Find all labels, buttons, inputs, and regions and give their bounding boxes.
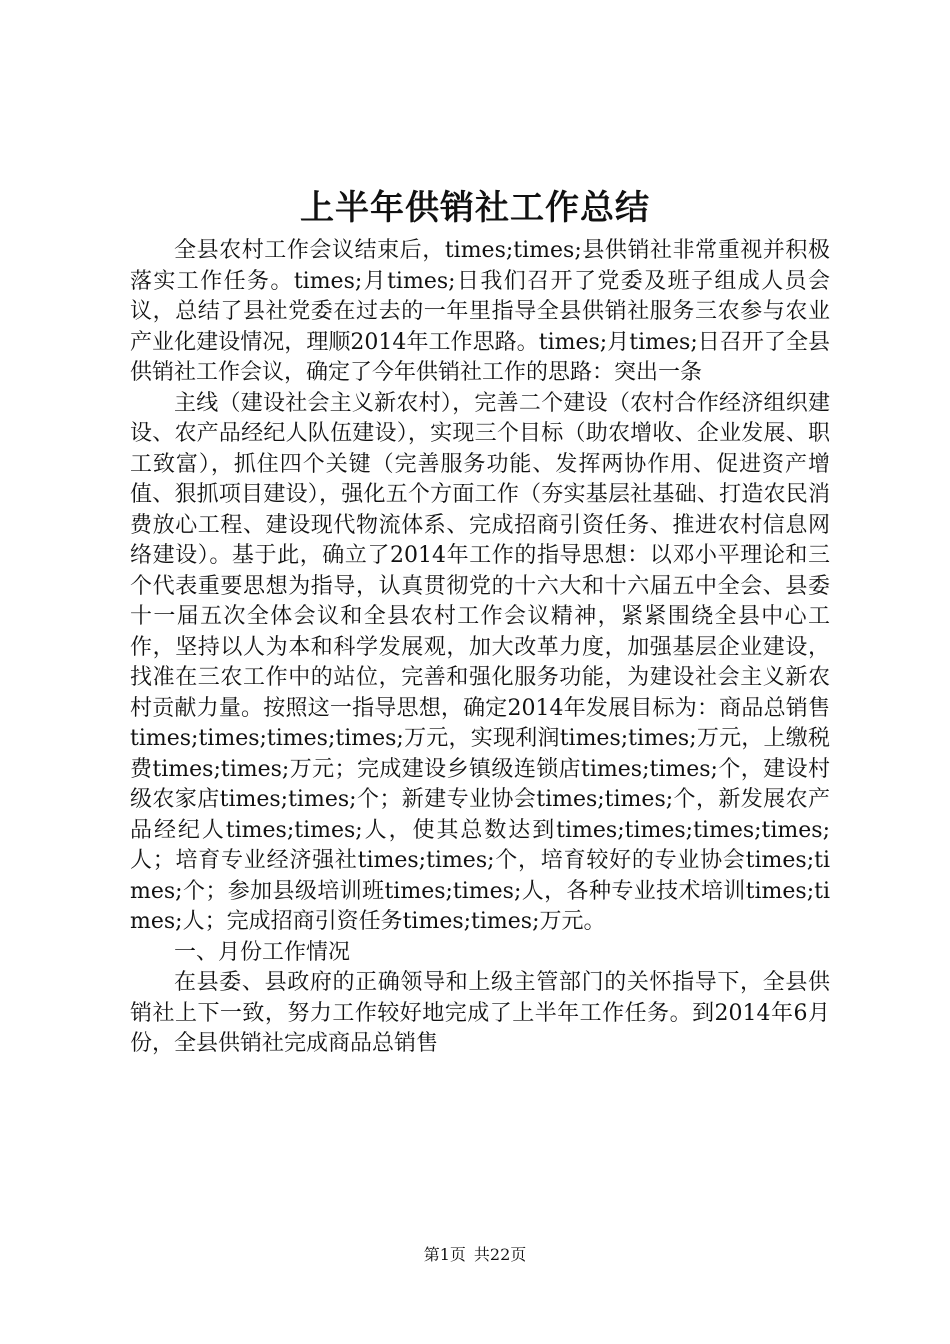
intro-paragraph: 全县农村工作会议结束后，times;times;县供销社非常重视并积极落实工作任务。times;月times;日我们召开了党委及班子组成人员会议，总结了县社党委在过去的一年里指导全县供销社服务三农参与农业产业化建设情况，理顺2014年工作思路。times;月times;日召开了全县供销社工作会议，确定了今年供销社工作的思路：突出一条	[130, 238, 830, 385]
page-total: 共22页	[473, 1245, 527, 1264]
section-heading: 一、月份工作情况	[174, 939, 351, 965]
guideline-paragraph: 主线（建设社会主义新农村），完善二个建设（农村合作经济组织建设、农产品经纪人队伍建设），实现三个目标（助农增收、企业发展、职工致富），抓住四个关键（完善服务功能、发挥两协作用、促进资产增值、狠抓项目建设），强化五个方面工作（夯实基层社基础、打造农民消费放心工程、建设现代物流体系、完成招商引资任务、推进农村信息网络建设）。基于此，确立了2014年工作的指导思想：以邓小平理论和三个代表重要思想为指导，认真贯彻党的十六大和十六届五中全会、县委十一届五次全体会议和全县农村工作会议精神，紧紧围绕全县中心工作，坚持以人为本和科学发展观，加大改革力度，加强基层企业建设，找准在三农工作中的站位，完善和强化服务功能，为建设社会主义新农村贡献力量。按照这一指导思想，确定2014年发展目标为：商品总销售times;times;times;times;万元，实现利润times;times;万元，上缴税费times;times;万元；完成建设乡镇级连锁店times;times;个，建设村级农家店times;times;个；新建专业协会times;times;个，新发展农产品经纪人times;times;人，使其总数达到times;times;times;times;人；培育专业经济强社times;times;个，培育较好的专业协会times;times;个；参加县级培训班times;times;人，各种专业技术培训times;times;人；完成招商引资任务times;times;万元。	[130, 390, 830, 934]
page-footer	[0, 1243, 950, 1267]
document-body	[130, 236, 830, 1060]
page-number: 第1页	[423, 1245, 466, 1264]
closing-paragraph: 在县委、县政府的正确领导和上级主管部门的关怀指导下，全县供销社上下一致，努力工作较好地完成了上半年工作任务。到2014年6月份，全县供销社完成商品总销售	[130, 970, 830, 1056]
document-title: 上半年供销社工作总结	[300, 188, 650, 228]
